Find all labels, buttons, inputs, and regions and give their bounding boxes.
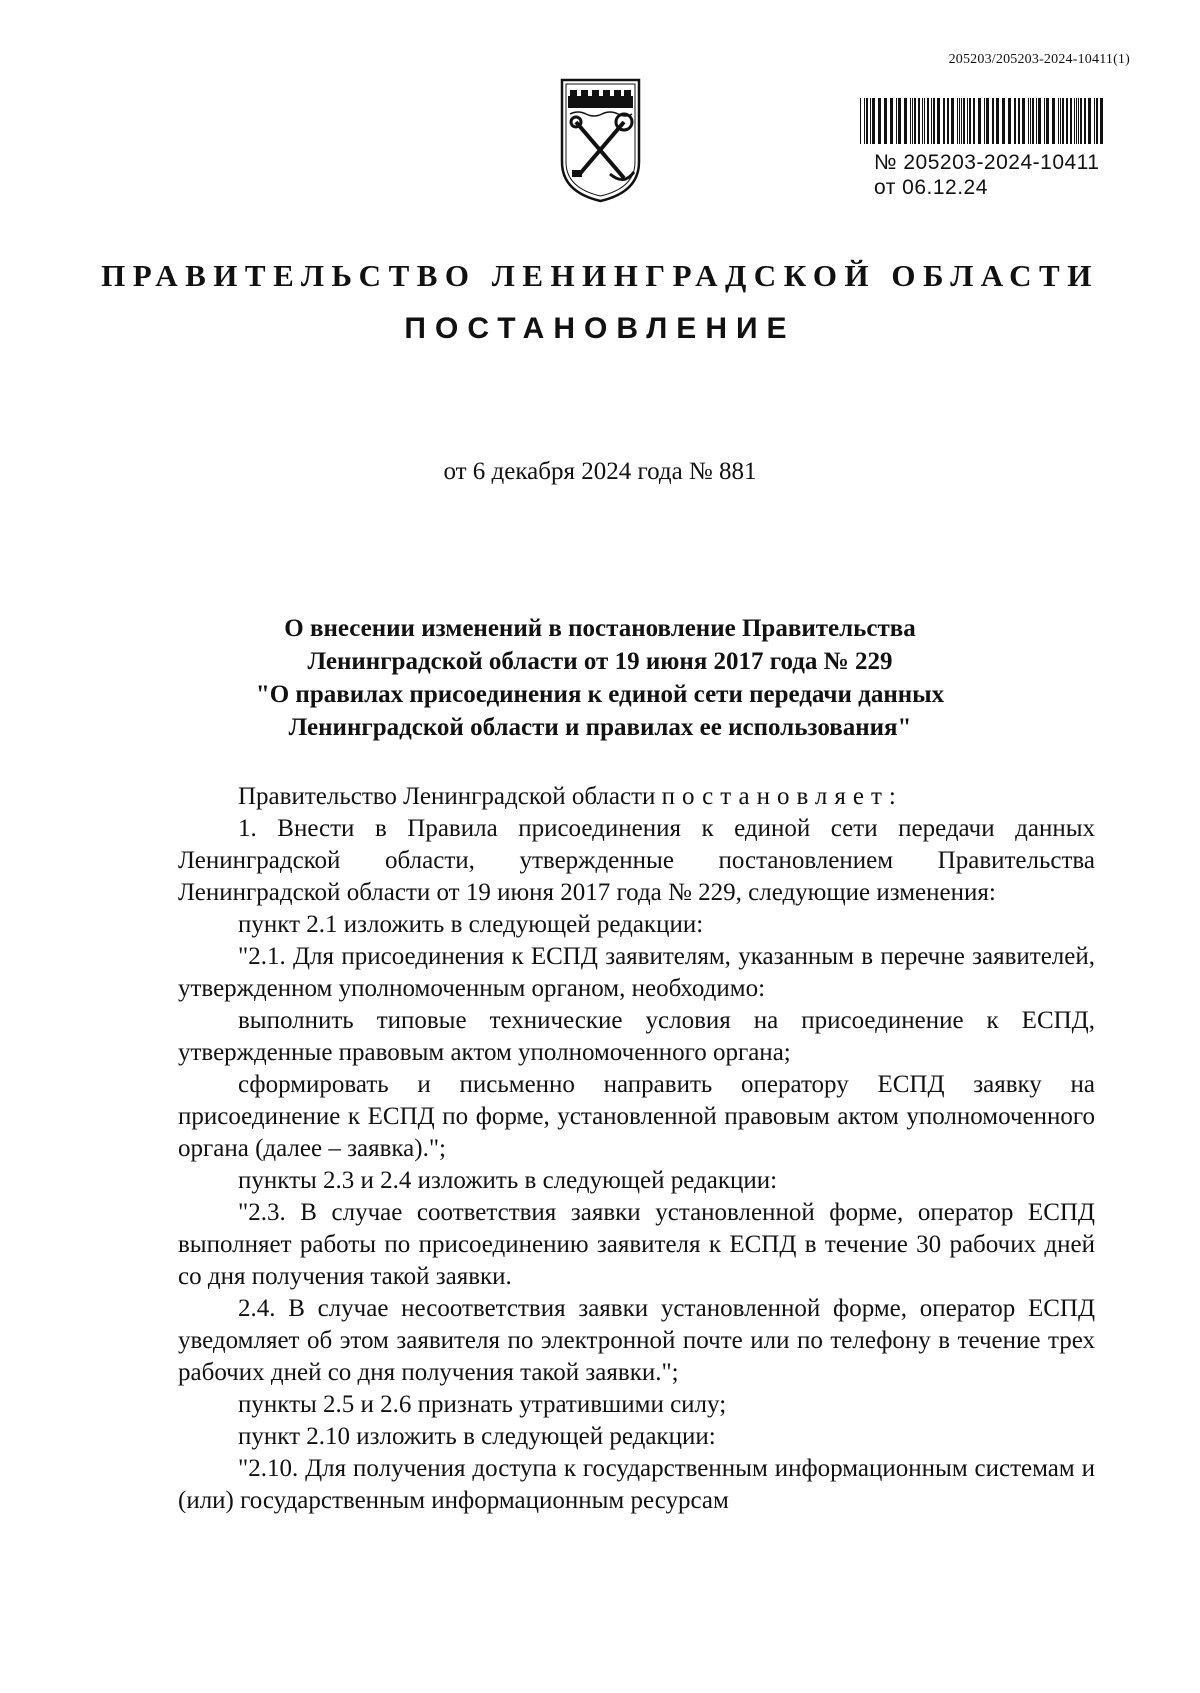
registration-date: от 06.12.24 bbox=[874, 176, 988, 199]
body-paragraph: пункт 2.10 изложить в следующей редакции: bbox=[238, 1423, 716, 1450]
intro-text: Правительство Ленинградской области bbox=[238, 783, 662, 810]
decree-body bbox=[178, 781, 1095, 1517]
body-paragraph: выполнить типовые технические условия на присоединение к ЕСПД, утвержденные правовым актом уполномоченного органа; bbox=[178, 1007, 1095, 1066]
body-paragraph: пункты 2.5 и 2.6 признать утратившими силу; bbox=[238, 1391, 727, 1418]
intro-resolves: постановляет: bbox=[661, 783, 903, 810]
body-paragraph: пункт 2.1 изложить в следующей редакции: bbox=[238, 911, 704, 938]
subject-line: Ленинградской области от 19 июня 2017 года № 229 bbox=[307, 648, 893, 675]
body-paragraph: сформировать и письменно направить оператору ЕСПД заявку на присоединение к ЕСПД по форме, установленной правовым актом уполномоченного органа (далее – заявка)."; bbox=[178, 1071, 1095, 1162]
document-id: 205203/205203-2024-10411(1) bbox=[948, 52, 1130, 67]
decree-subject bbox=[120, 612, 1080, 744]
subject-line: "О правилах присоединения к единой сети передачи данных bbox=[255, 681, 945, 708]
body-paragraph: 2.4. В случае несоответствия заявки установленной форме, оператор ЕСПД уведомляет об этом заявителя по электронной почте или по телефону в течение трех рабочих дней со дня получения такой заявки."; bbox=[178, 1295, 1095, 1386]
body-paragraph: 1. Внести в Правила присоединения к единой сети передачи данных Ленинградской области, утвержденные постановлением Правительства Ленинградской области от 19 июня 2017 года № 229, следующие изменения: bbox=[178, 815, 1095, 906]
barcode-icon bbox=[860, 98, 1108, 144]
subject-line: Ленинградской области и правилах ее использования" bbox=[288, 714, 912, 741]
registration-block bbox=[860, 98, 1120, 200]
body-paragraph: "2.1. Для присоединения к ЕСПД заявителям, указанным в перечне заявителей, утвержденном уполномоченным органом, необходимо: bbox=[178, 943, 1095, 1002]
subject-line: О внесении изменений в постановление Правительства bbox=[284, 615, 916, 642]
leningrad-oblast-coat-of-arms-icon bbox=[558, 74, 643, 204]
decree-title: ПОСТАНОВЛЕНИЕ bbox=[404, 312, 796, 345]
registration-number: № 205203-2024-10411 bbox=[874, 151, 1100, 174]
intro-paragraph bbox=[178, 781, 1095, 813]
body-paragraph: пункты 2.3 и 2.4 изложить в следующей редакции: bbox=[238, 1167, 778, 1194]
decree-date-number: от 6 декабря 2024 года № 881 bbox=[443, 458, 757, 485]
body-paragraph: "2.3. В случае соответствия заявки установленной форме, оператор ЕСПД выполняет работы по присоединению заявителя к ЕСПД в течение 30 рабочих дней со дня получения такой заявки. bbox=[178, 1199, 1095, 1290]
government-title: ПРАВИТЕЛЬСТВО ЛЕНИНГРАДСКОЙ ОБЛАСТИ bbox=[101, 258, 1099, 293]
body-paragraph: "2.10. Для получения доступа к государственным информационным системам и (или) государственным информационным ресурсам bbox=[178, 1455, 1095, 1514]
